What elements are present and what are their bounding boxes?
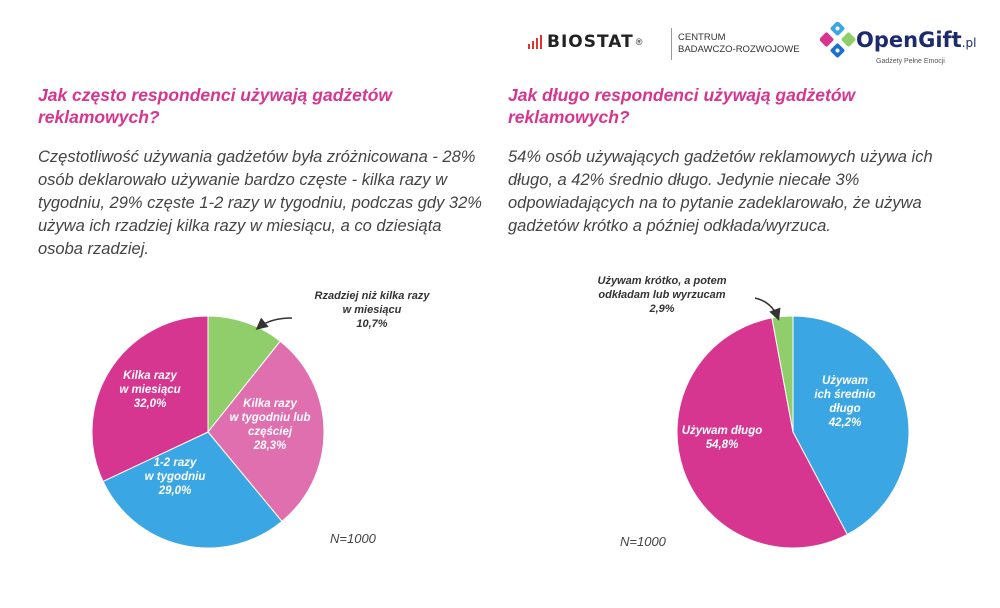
opengift-word: OpenGift [856,28,962,52]
pie2-label-arrow [755,298,778,318]
pie2-slice-3-label: Używam krótko, a potem odkładam lub wyrzucam 2,9% [597,275,727,315]
centrum-line-2: BADAWCZO-ROZWOJOWE [678,44,800,55]
pie2-slice-1-label: Używam ich średnio długo 42,2% [814,375,876,429]
left-description: Częstotliwość używania gadżetów była zróżnicowana - 28% osób deklarowało używanie bardzo częste - kilka razy w tygodniu, 29% częste 1-2 razy w tygodniu, podczas gdy 32% używa ich rzadziej kilka razy w miesiącu, a co dziesiąta osoba rzadziej. [38,148,482,258]
pie1-label-arrow [258,318,292,328]
centrum-line-1: CENTRUM [678,32,726,43]
opengift-suffix: .pl [961,36,977,50]
biostat-reg-mark: ® [635,37,643,47]
pie2-n-label: N=1000 [620,534,666,549]
pie2-slice-2-label: Używam długo 54,8% [681,425,763,451]
pie1-slice-2-label: Kilka razy w tygodniu lub częściej 28,3% [229,398,311,452]
biostat-name: BIOSTAT [547,32,634,52]
opengift-tagline: Gadżety Pełne Emocji [876,58,945,65]
pie1-slice-3-label: 1-2 razy w tygodniu 29,0% [144,457,206,497]
pie1-n-label: N=1000 [330,531,376,546]
pie1-slice-4-label: Kilka razy w miesiącu 32,0% [119,370,181,410]
right-description: 54% osób używających gadżetów reklamowych używa ich długo, a 42% średnio długo. Jedynie niecałe 3% odpowiadających na to pytanie zadeklarowało, że używa gadżetów krótko a później odkłada/wyrzuca. [508,148,933,235]
left-heading: Jak często respondenci używają gadżetów reklamowych? [38,85,392,127]
pie1-slice-1-label: Rzadziej niż kilka razy w miesiącu 10,7% [314,290,430,330]
right-heading: Jak długo respondenci używają gadżetów reklamowych? [508,85,856,127]
